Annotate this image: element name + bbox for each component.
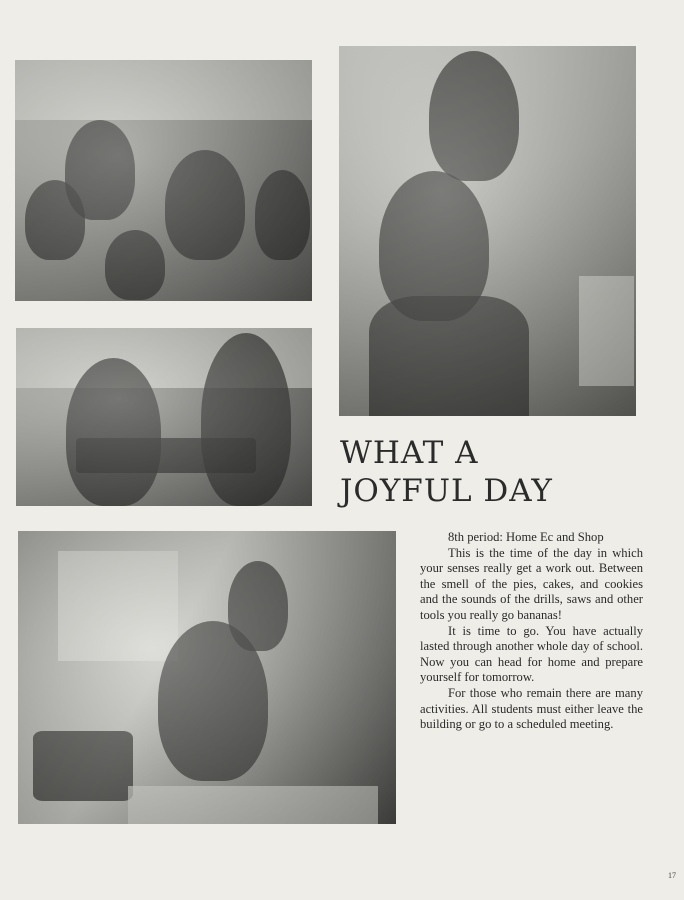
- article-subhead: 8th period: Home Ec and Shop: [448, 530, 604, 544]
- photo-home-ec-class: [18, 531, 396, 824]
- article-body: [420, 530, 643, 733]
- photo-girls-at-piano: [339, 46, 636, 416]
- article-paragraph: For those who remain there are many activities. All students must either leave the building or go to a scheduled meeting.: [420, 685, 643, 732]
- headline-line-2: JOYFUL DAY: [340, 473, 553, 509]
- article-paragraph: This is the time of the day in which your senses really get a work out. Between the smell of the pies, cakes, and cookies and the sounds of the drills, saws and other tools you really go bananas!: [420, 545, 643, 622]
- headline-line-1: WHAT A: [340, 435, 479, 471]
- page-headline: [340, 434, 640, 510]
- photo-students-crowd: [15, 60, 312, 301]
- photo-shop-class: [16, 328, 312, 506]
- article-paragraph: It is time to go. You have actually lasted through another whole day of school. Now you can head for home and prepare yourself for tomorrow.: [420, 623, 643, 685]
- page-number: 17: [668, 871, 676, 880]
